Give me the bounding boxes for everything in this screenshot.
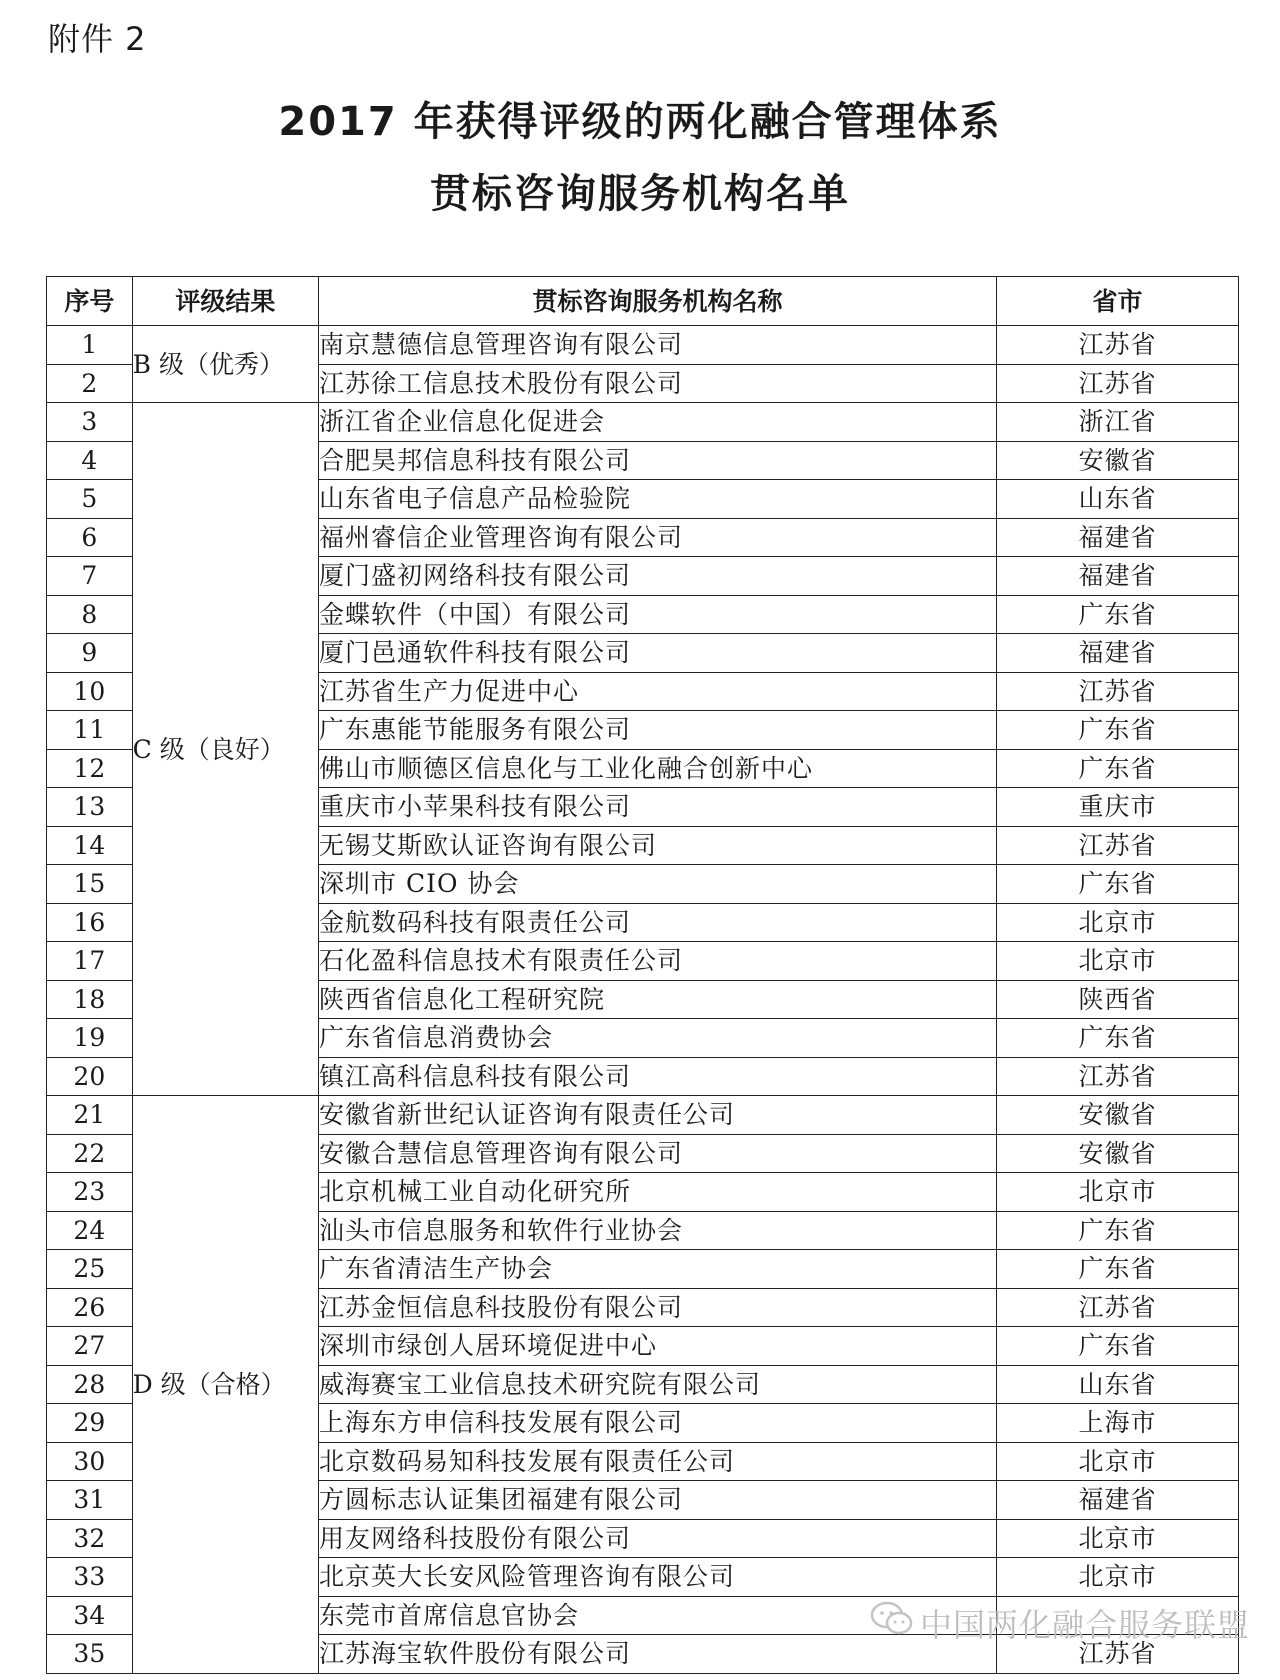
header-agency-name: 贯标咨询服务机构名称: [319, 277, 997, 326]
province-cell: 江苏省: [996, 1288, 1238, 1327]
agency-name-cell: 浙江省企业信息化促进会: [319, 403, 997, 442]
agency-name-cell: 江苏徐工信息技术股份有限公司: [319, 364, 997, 403]
agency-name-cell: 安徽合慧信息管理咨询有限公司: [319, 1134, 997, 1173]
province-cell: 北京市: [996, 1173, 1238, 1212]
agency-name-cell: 东莞市首席信息官协会: [319, 1596, 997, 1635]
agency-name-cell: 厦门邑通软件科技有限公司: [319, 634, 997, 673]
province-cell: 北京市: [996, 1442, 1238, 1481]
agency-name-cell: 无锡艾斯欧认证咨询有限公司: [319, 826, 997, 865]
agency-name-cell: 南京慧德信息管理咨询有限公司: [319, 326, 997, 365]
row-seq: 17: [47, 942, 133, 981]
row-seq: 5: [47, 480, 133, 519]
row-seq: 3: [47, 403, 133, 442]
row-seq: 13: [47, 788, 133, 827]
agency-name-cell: 广东省信息消费协会: [319, 1019, 997, 1058]
province-cell: 北京市: [996, 1558, 1238, 1597]
table-body: [47, 326, 1239, 1674]
province-cell: 广东省: [996, 1250, 1238, 1289]
row-seq: 1: [47, 326, 133, 365]
agency-name-cell: 用友网络科技股份有限公司: [319, 1519, 997, 1558]
row-seq: 25: [47, 1250, 133, 1289]
row-seq: 22: [47, 1134, 133, 1173]
agency-name-cell: 金航数码科技有限责任公司: [319, 903, 997, 942]
row-seq: 32: [47, 1519, 133, 1558]
agency-name-cell: 石化盈科信息技术有限责任公司: [319, 942, 997, 981]
row-seq: 7: [47, 557, 133, 596]
province-cell: 浙江省: [996, 403, 1238, 442]
province-cell: 江苏省: [996, 364, 1238, 403]
row-seq: 8: [47, 595, 133, 634]
agency-name-cell: 福州睿信企业管理咨询有限公司: [319, 518, 997, 557]
agency-name-cell: 广东省清洁生产协会: [319, 1250, 997, 1289]
row-seq: 9: [47, 634, 133, 673]
row-seq: 35: [47, 1635, 133, 1674]
row-seq: 20: [47, 1057, 133, 1096]
province-cell: 江苏省: [996, 326, 1238, 365]
province-cell: 北京市: [996, 1519, 1238, 1558]
grade-cell: D 级（合格）: [132, 1096, 318, 1674]
agency-name-cell: 汕头市信息服务和软件行业协会: [319, 1211, 997, 1250]
agency-name-cell: 金蝶软件（中国）有限公司: [319, 595, 997, 634]
row-seq: 31: [47, 1481, 133, 1520]
grade-cell: B 级（优秀）: [132, 326, 318, 403]
province-cell: 北京市: [996, 942, 1238, 981]
agency-name-cell: 北京数码易知科技发展有限责任公司: [319, 1442, 997, 1481]
province-cell: 广东省: [996, 595, 1238, 634]
row-seq: 33: [47, 1558, 133, 1597]
agency-name-cell: 深圳市绿创人居环境促进中心: [319, 1327, 997, 1366]
province-cell: 广东省: [996, 1327, 1238, 1366]
agency-name-cell: 厦门盛初网络科技有限公司: [319, 557, 997, 596]
document-title-line-2: 贯标咨询服务机构名单: [430, 171, 850, 217]
agency-name-cell: 江苏金恒信息科技股份有限公司: [319, 1288, 997, 1327]
row-seq: 24: [47, 1211, 133, 1250]
province-cell: 广东省: [996, 749, 1238, 788]
table-header-row: [47, 277, 1239, 326]
header-grade: 评级结果: [132, 277, 318, 326]
row-seq: 15: [47, 865, 133, 904]
agency-name-cell: 江苏海宝软件股份有限公司: [319, 1635, 997, 1674]
agency-name-cell: 安徽省新世纪认证咨询有限责任公司: [319, 1096, 997, 1135]
agency-name-cell: 北京机械工业自动化研究所: [319, 1173, 997, 1212]
province-cell: 上海市: [996, 1404, 1238, 1443]
province-cell: 江苏省: [996, 1057, 1238, 1096]
row-seq: 19: [47, 1019, 133, 1058]
province-cell: 福建省: [996, 518, 1238, 557]
row-seq: 4: [47, 441, 133, 480]
wechat-icon: [870, 1601, 914, 1645]
agency-name-cell: 佛山市顺德区信息化与工业化融合创新中心: [319, 749, 997, 788]
province-cell: 江苏省: [996, 672, 1238, 711]
row-seq: 28: [47, 1365, 133, 1404]
agency-name-cell: 方圆标志认证集团福建有限公司: [319, 1481, 997, 1520]
province-cell: 广东省: [996, 711, 1238, 750]
row-seq: 6: [47, 518, 133, 557]
agency-name-cell: 北京英大长安风险管理咨询有限公司: [319, 1558, 997, 1597]
table-row: [47, 326, 1239, 365]
province-cell: 福建省: [996, 557, 1238, 596]
watermark-text: 中国两化融合服务联盟: [920, 1606, 1251, 1644]
province-cell: 福建省: [996, 1481, 1238, 1520]
province-cell: 江苏省: [996, 826, 1238, 865]
header-province: 省市: [996, 277, 1238, 326]
row-seq: 30: [47, 1442, 133, 1481]
province-cell: 山东省: [996, 480, 1238, 519]
province-cell: 安徽省: [996, 441, 1238, 480]
document-title-line-1: 2017 年获得评级的两化融合管理体系: [278, 99, 1002, 145]
header-seq: 序号: [47, 277, 133, 326]
province-cell: 广东省: [996, 865, 1238, 904]
row-seq: 11: [47, 711, 133, 750]
consulting-agency-table: [46, 276, 1239, 1674]
row-seq: 16: [47, 903, 133, 942]
province-cell: 广东省: [996, 1019, 1238, 1058]
row-seq: 26: [47, 1288, 133, 1327]
agency-name-cell: 威海赛宝工业信息技术研究院有限公司: [319, 1365, 997, 1404]
agency-name-cell: 重庆市小苹果科技有限公司: [319, 788, 997, 827]
row-seq: 34: [47, 1596, 133, 1635]
table-row: [47, 403, 1239, 442]
row-seq: 27: [47, 1327, 133, 1366]
table-row: [47, 1096, 1239, 1135]
watermark: [870, 1600, 1250, 1646]
agency-name-cell: 江苏省生产力促进中心: [319, 672, 997, 711]
province-cell: 重庆市: [996, 788, 1238, 827]
province-cell: 福建省: [996, 634, 1238, 673]
row-seq: 10: [47, 672, 133, 711]
province-cell: 安徽省: [996, 1134, 1238, 1173]
province-cell: 安徽省: [996, 1096, 1238, 1135]
agency-name-cell: 镇江高科信息科技有限公司: [319, 1057, 997, 1096]
row-seq: 2: [47, 364, 133, 403]
agency-name-cell: 深圳市 CIO 协会: [319, 865, 997, 904]
province-cell: 山东省: [996, 1365, 1238, 1404]
row-seq: 23: [47, 1173, 133, 1212]
row-seq: 21: [47, 1096, 133, 1135]
agency-name-cell: 陕西省信息化工程研究院: [319, 980, 997, 1019]
row-seq: 12: [47, 749, 133, 788]
row-seq: 18: [47, 980, 133, 1019]
agency-name-cell: 山东省电子信息产品检验院: [319, 480, 997, 519]
agency-name-cell: 广东惠能节能服务有限公司: [319, 711, 997, 750]
row-seq: 29: [47, 1404, 133, 1443]
grade-cell: C 级（良好）: [132, 403, 318, 1096]
agency-name-cell: 合肥昊邦信息科技有限公司: [319, 441, 997, 480]
province-cell: 北京市: [996, 903, 1238, 942]
province-cell: 陕西省: [996, 980, 1238, 1019]
province-cell: 广东省: [996, 1211, 1238, 1250]
attachment-label: 附件 2: [48, 20, 147, 58]
agency-name-cell: 上海东方申信科技发展有限公司: [319, 1404, 997, 1443]
row-seq: 14: [47, 826, 133, 865]
province-cell: 江苏省: [996, 1635, 1238, 1674]
